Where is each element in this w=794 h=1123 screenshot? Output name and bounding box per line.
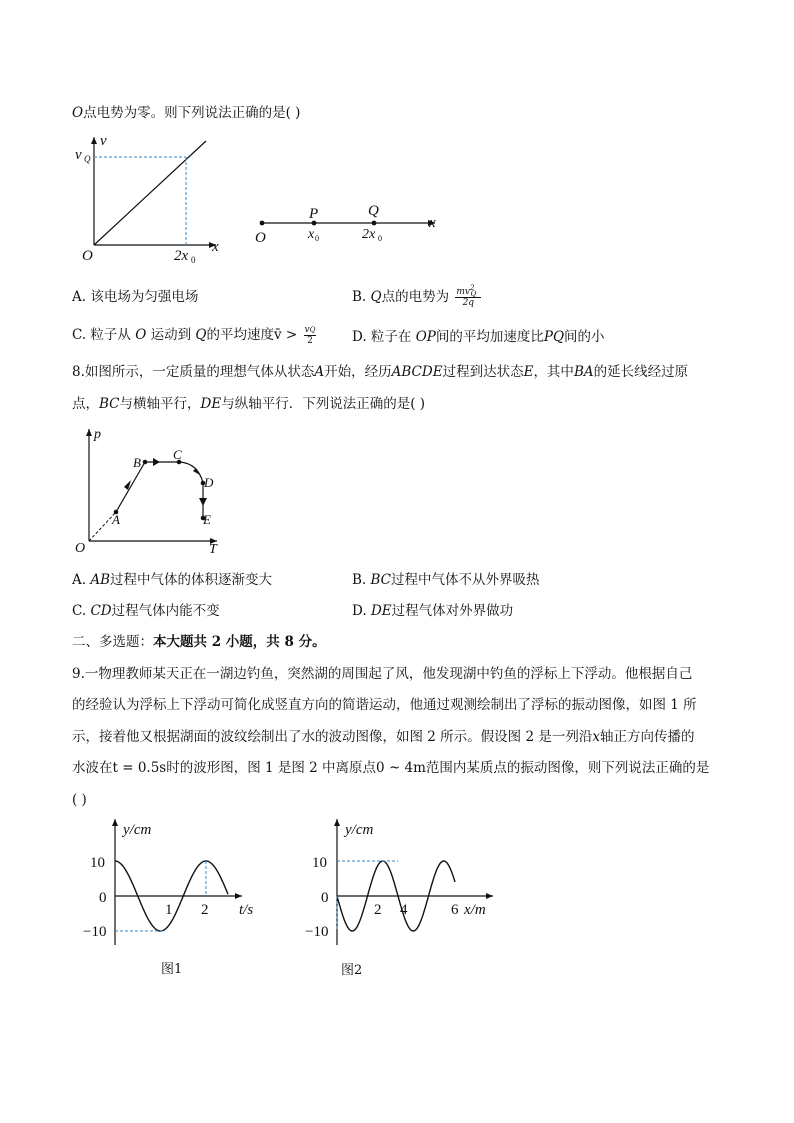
q7-line-x-label: x — [429, 215, 436, 231]
q7-option-d-pq: PQ — [543, 329, 565, 345]
q7-vx-vq-label: v — [75, 147, 82, 163]
q8-arrow-de — [199, 498, 207, 506]
q7-option-c-num: v — [304, 325, 310, 335]
q8-l1-e: 的延长线经过原 — [593, 364, 689, 380]
q9-fig1-tick-1: 1 — [165, 902, 173, 918]
q7-option-b-prefix: B. — [352, 289, 367, 305]
q7-option-d-op: OP — [415, 329, 436, 345]
q8-option-b[interactable] — [352, 570, 540, 590]
q7-option-b-num: mv — [456, 287, 471, 297]
q8-point-b — [143, 460, 148, 465]
q8-stem-line2 — [72, 394, 425, 414]
q7-intro-text: 点电势为零。则下列说法正确的是( ) — [83, 105, 301, 121]
q9-fig1-t-label: t/s — [239, 902, 254, 918]
q8-l2-BC: BC — [99, 396, 120, 412]
q8-option-c-text: 过程气体内能不变 — [111, 603, 220, 619]
q9-fig2-tick-4: 4 — [400, 902, 408, 918]
q8-stem-line1 — [72, 362, 688, 382]
q9-fig1-tick-10: 10 — [90, 855, 105, 871]
q7-line-q-label: Q — [368, 203, 379, 219]
q7-line-o-label: O — [255, 230, 266, 246]
q9-line3 — [72, 727, 694, 747]
q8-l2-c: 与纵轴平行．下列说法正确的是( ) — [221, 396, 426, 412]
q8-l1-c: 过程到达状态 — [442, 364, 524, 380]
q9-line4: 水波在t = 0.5s时的波形图，图 1 是图 2 中离原点0 ~ 4m范围内某质点的振动图像，则下列说法正确的是 — [72, 760, 710, 776]
q8-p-label: p — [94, 427, 101, 442]
q7-option-c-mid: 运动到 — [150, 327, 192, 343]
q7-vx-vq-sub: Q — [84, 154, 91, 164]
q9-line1: 9.一物理教师某天正在一湖边钓鱼，突然湖的周围起了风，他发现湖中钓鱼的浮标上下浮动。他根据自己 — [72, 666, 693, 682]
q9-fig2-tick-m10: −10 — [305, 924, 329, 940]
q9-fig2-tick-2: 2 — [374, 902, 382, 918]
q8-l2-a: 点， — [72, 396, 99, 412]
q7-vx-graph — [70, 133, 240, 263]
q9-fig1-tick-2: 2 — [201, 902, 209, 918]
q9-fig2-y-label: y/cm — [345, 822, 374, 838]
q7-intro — [72, 103, 300, 123]
q8-l1-abcde: ABCDE — [391, 364, 443, 380]
q7-option-a[interactable] — [72, 287, 198, 307]
q8-option-d-text: 过程气体对外界做功 — [391, 603, 514, 619]
q8-arrow-cd — [193, 468, 200, 475]
q7-line-p-label: P — [309, 206, 319, 222]
q7-line-2x0-label: 2x — [362, 227, 376, 242]
q7-intro-o: O — [72, 105, 84, 121]
q8-option-b-bc: BC — [370, 572, 392, 588]
q7-vx-2x0-sub: 0 — [191, 255, 196, 265]
q8-arrow-bc — [153, 458, 160, 466]
q8-a-label: A — [112, 512, 120, 527]
q8-option-a-text: 过程中气体的体积逐渐变大 — [110, 572, 273, 588]
q7-line-x0-label: x — [308, 227, 315, 242]
q7-option-c-text: 的平均速度v̄ > — [206, 327, 298, 343]
q8-b-label: B — [133, 455, 141, 470]
q8-t-label: T — [209, 542, 217, 557]
q7-vx-v-label: v — [100, 133, 107, 149]
q7-vx-o-label: O — [82, 248, 93, 264]
q8-o-label: O — [75, 541, 86, 556]
q7-option-d-mid: 间的平均加速度比 — [435, 329, 544, 345]
q8-option-c[interactable] — [72, 601, 220, 621]
q8-l1-E: E — [523, 364, 534, 380]
q7-option-c-den: 2 — [307, 336, 313, 346]
q9-fig2-tick-6: 6 — [451, 902, 459, 918]
q7-option-b-den: 2q — [462, 298, 475, 308]
q8-l1-A: A — [314, 364, 325, 380]
section-2-prefix: 二、多选题： — [72, 634, 153, 650]
q9-fig1-y-label: y/cm — [123, 822, 152, 838]
q7-option-b-num-sub: Q — [470, 290, 477, 298]
q8-option-a-ab: AB — [90, 572, 111, 588]
q9-line3-text: 示，接着他又根据湖面的波纹绘制出了水的波动图像，如图 2 所示。假设图 2 是一列沿 — [72, 729, 593, 745]
q7-option-c[interactable] — [72, 325, 316, 346]
section-2-heading — [72, 632, 326, 652]
q7-option-d[interactable] — [352, 327, 605, 347]
q9-fig2-graph — [303, 815, 503, 955]
q7-option-c-prefix: C. 粒子从 — [72, 327, 131, 343]
q8-d-label: D — [204, 475, 214, 490]
q7-option-c-o: O — [135, 327, 147, 343]
q8-l2-DE: DE — [200, 396, 222, 412]
q7-option-a-text: A. 该电场为匀强电场 — [72, 289, 199, 305]
q9-line3-end: 轴正方向传播的 — [599, 729, 695, 745]
q7-line-figure — [252, 203, 452, 246]
q8-option-b-text: 过程中气体不从外界吸热 — [391, 572, 540, 588]
q7-line-x0-sub: 0 — [315, 234, 319, 243]
q9-fig2-caption: 图2 — [341, 963, 363, 978]
q7-option-c-fraction — [304, 325, 317, 346]
q8-option-a[interactable] — [72, 570, 272, 590]
q7-option-b-q: Q — [370, 289, 382, 305]
q9-fig2-x-label: x/m — [464, 902, 486, 918]
q8-option-d-de: DE — [370, 603, 392, 619]
q8-option-d-pre: D. — [352, 603, 367, 619]
q9-line5: ( ) — [72, 792, 87, 808]
q8-l1-d: ，其中 — [533, 364, 574, 380]
q7-vx-2x0-label: 2x — [174, 248, 189, 264]
q8-option-a-pre: A. — [72, 572, 87, 588]
q8-option-c-cd: CD — [90, 603, 112, 619]
q7-line-point-q — [372, 221, 377, 226]
q8-l1-BA: BA — [573, 364, 594, 380]
q8-pt-graph — [72, 425, 232, 555]
q7-line-2x0-sub: 0 — [378, 234, 382, 243]
q8-e-label: E — [203, 512, 211, 527]
q8-c-label: C — [173, 447, 182, 462]
q7-line-point-o — [260, 221, 265, 226]
q7-option-d-prefix: D. 粒子在 — [352, 329, 412, 345]
q7-option-b[interactable] — [352, 284, 481, 308]
q7-option-b-fraction — [455, 284, 481, 308]
q8-option-b-pre: B. — [352, 572, 367, 588]
q7-option-b-num-sup: 2 — [470, 284, 475, 292]
q8-l2-b: 与横轴平行， — [119, 396, 201, 412]
q8-curve-cd — [179, 462, 203, 483]
q9-fig1-tick-m10: −10 — [83, 924, 107, 940]
section-2-bold: 本大题共 2 小题，共 8 分。 — [153, 634, 326, 650]
q8-l1-b: 开始，经历 — [324, 364, 392, 380]
q9-fig2-tick-0: 0 — [321, 890, 329, 906]
q7-vx-x-label: x — [212, 239, 219, 255]
q9-fig1-graph — [80, 815, 270, 955]
q8-option-d[interactable] — [352, 601, 513, 621]
q9-line2: 的经验认为浮标上下浮动可简化成竖直方向的简谐运动，他通过观测绘制出了浮标的振动图像，如图 1 所 — [72, 697, 697, 713]
q8-option-c-pre: C. — [72, 603, 87, 619]
q8-l1-a: 8.如图所示，一定质量的理想气体从状态 — [72, 364, 315, 380]
q7-option-c-num-sub: Q — [309, 326, 316, 334]
q9-fig2-tick-10: 10 — [312, 855, 327, 871]
q9-fig1-caption: 图1 — [161, 962, 183, 977]
q9-fig1-tick-0: 0 — [99, 890, 107, 906]
q9-line3-x: x — [592, 729, 600, 745]
q7-option-b-text: 点的电势为 — [381, 289, 450, 305]
q7-option-c-q: Q — [195, 327, 207, 343]
q7-option-d-end: 间的小 — [564, 329, 605, 345]
